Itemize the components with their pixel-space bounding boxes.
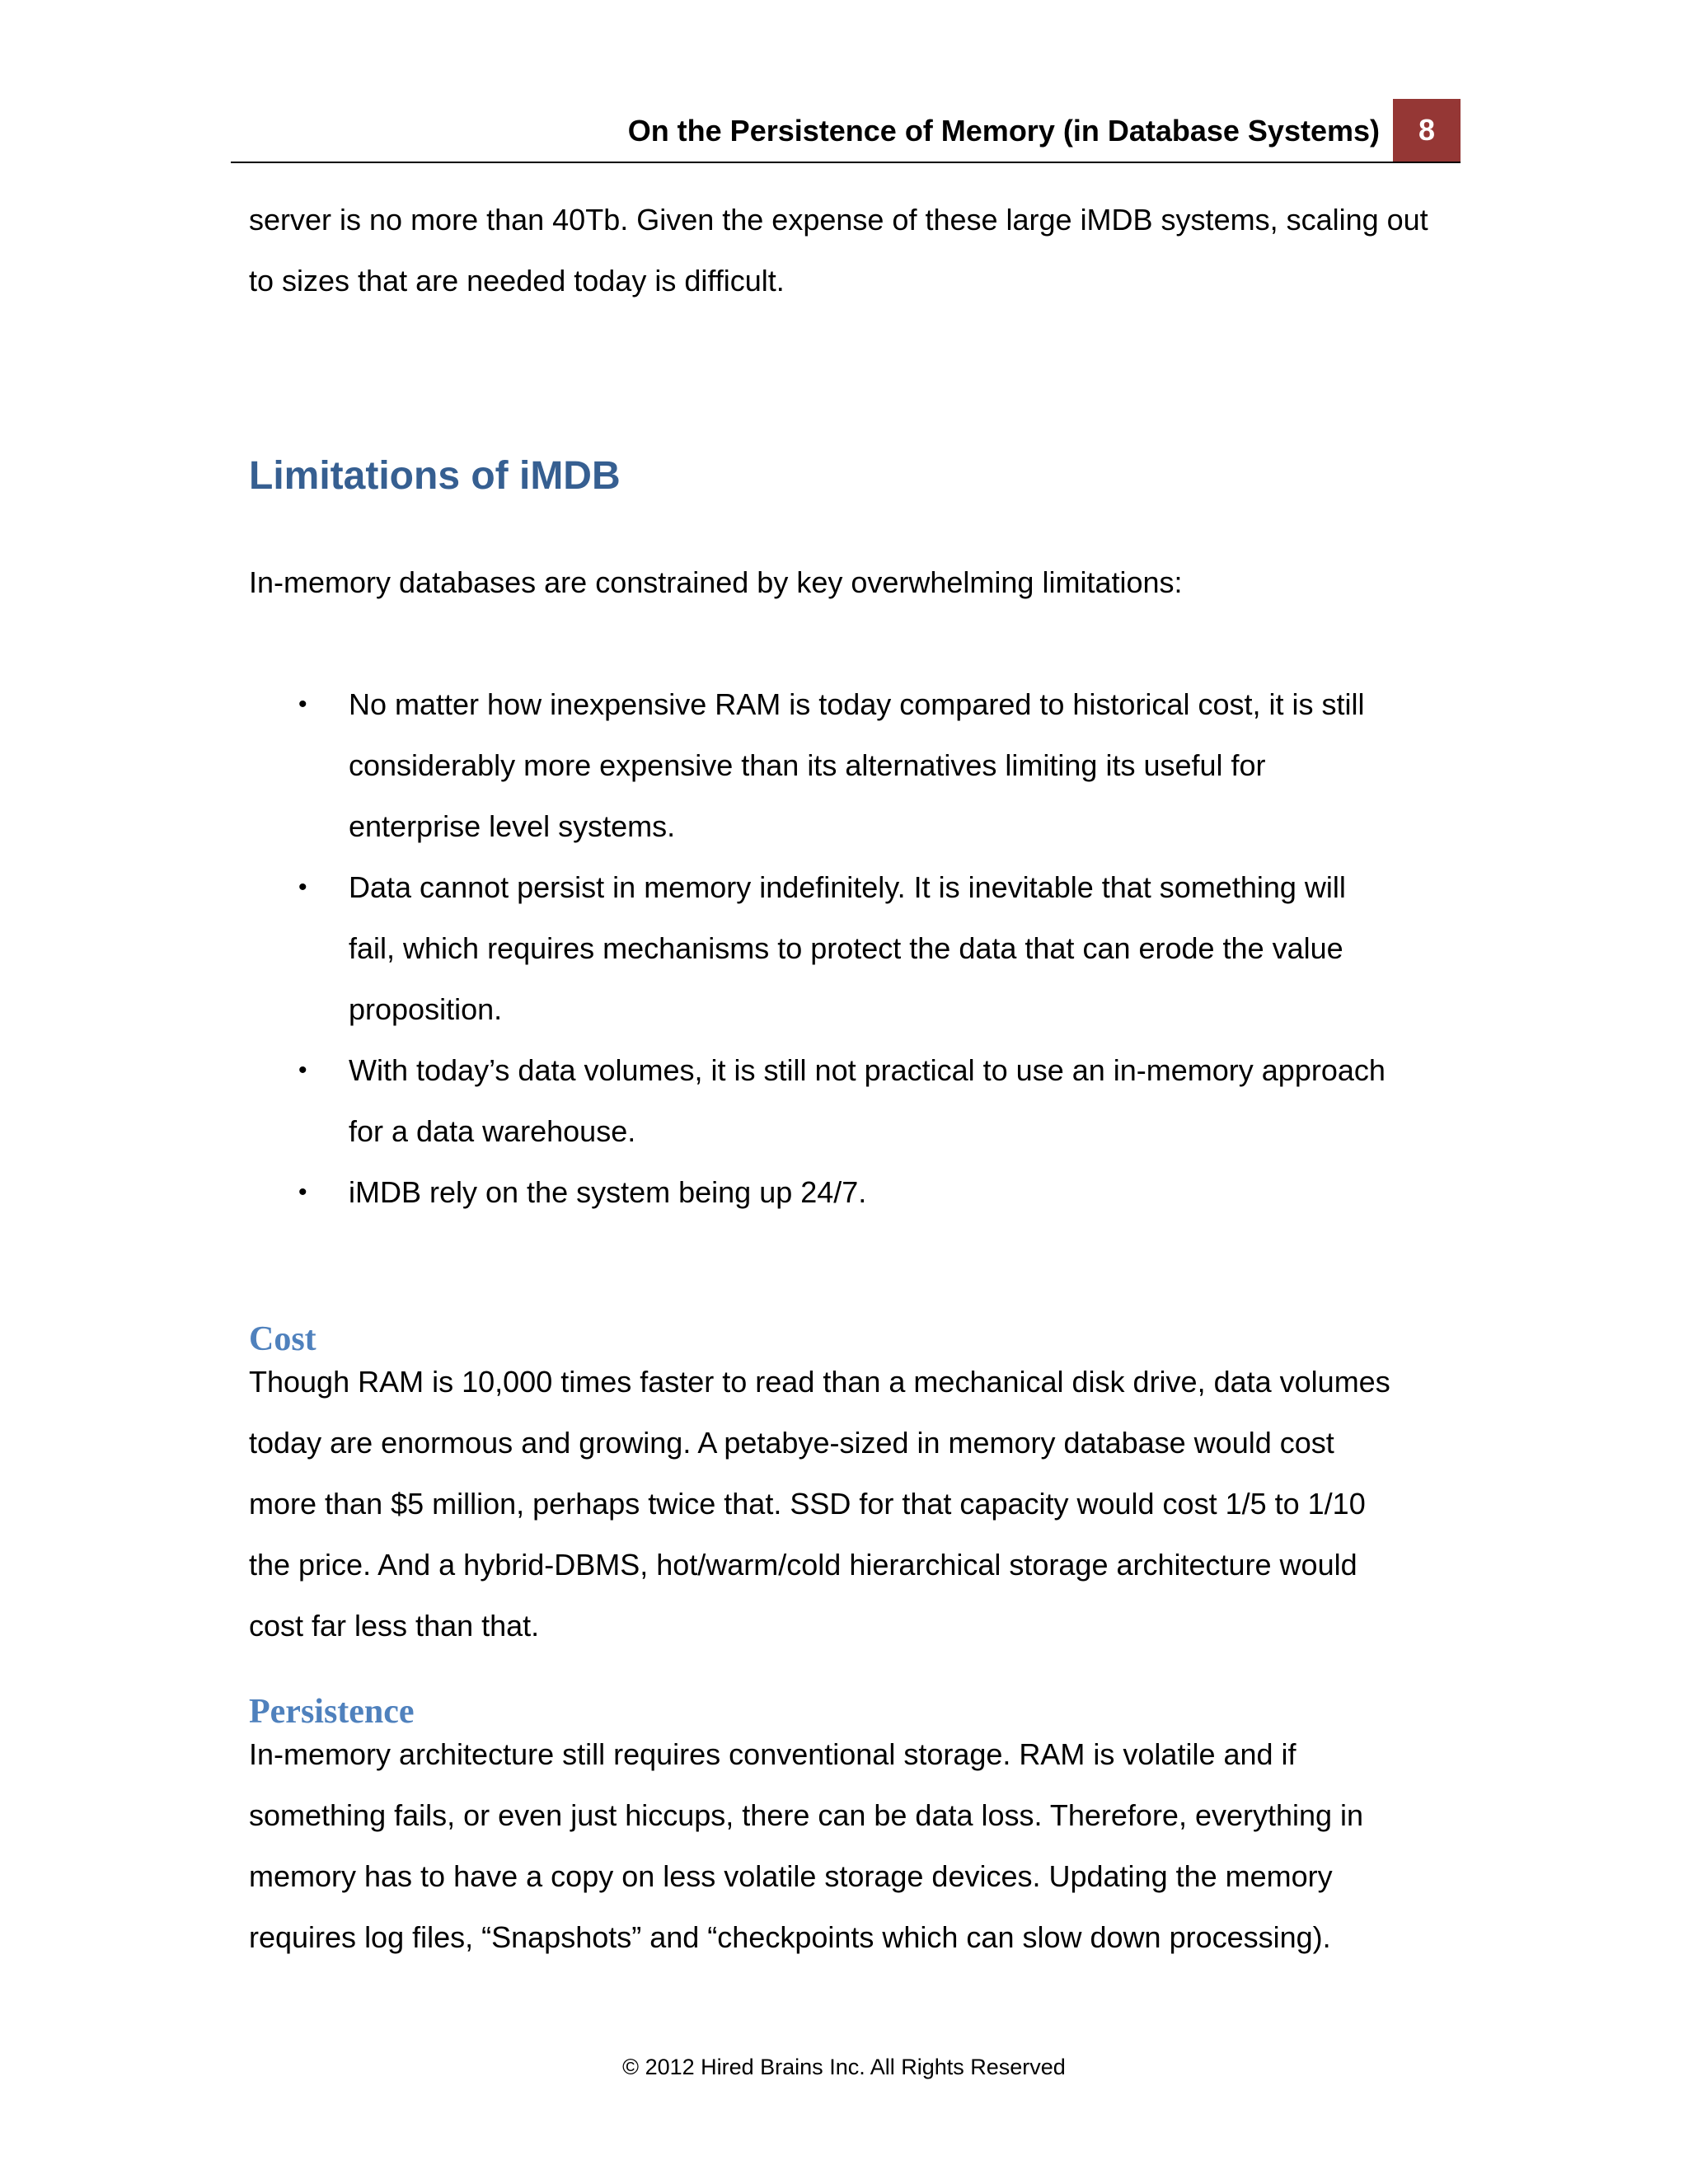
header-title: On the Persistence of Memory (in Database Systems) <box>627 114 1380 148</box>
section-heading-persistence: Persistence <box>249 1693 415 1731</box>
limitations-bullet-list <box>298 674 1452 1223</box>
cost-line: more than $5 million, perhaps twice that. SSD for that capacity would cost 1/5 to 1/10 <box>249 1487 1366 1521</box>
cost-line: Though RAM is 10,000 times faster to read than a mechanical disk drive, data volumes <box>249 1365 1390 1399</box>
list-item <box>298 674 1452 857</box>
cost-line: today are enormous and growing. A petabye-sized in memory database would cost <box>249 1426 1334 1460</box>
cost-line: cost far less than that. <box>249 1609 540 1643</box>
bullet-icon: • <box>298 1057 307 1084</box>
section-heading-limitations: Limitations of iMDB <box>249 454 621 498</box>
bullet-line: iMDB rely on the system being up 24/7. <box>349 1175 867 1209</box>
persistence-line: something fails, or even just hiccups, there can be data loss. Therefore, everything in <box>249 1798 1364 1832</box>
limitations-lead <box>249 552 1452 613</box>
cost-paragraph <box>249 1352 1452 1657</box>
page-header <box>231 99 1461 163</box>
intro-line: to sizes that are needed today is difficult. <box>249 264 785 298</box>
intro-line: server is no more than 40Tb. Given the expense of these large iMDB systems, scaling out <box>249 203 1428 237</box>
list-item <box>298 1040 1452 1162</box>
list-item <box>298 857 1452 1040</box>
page-footer: © 2012 Hired Brains Inc. All Rights Reserved <box>622 2055 1066 2079</box>
page-number: 8 <box>1393 99 1461 162</box>
section-heading-cost: Cost <box>249 1320 316 1358</box>
bullet-line: enterprise level systems. <box>349 809 676 843</box>
bullet-line: No matter how inexpensive RAM is today compared to historical cost, it is still <box>349 687 1365 721</box>
lead-line: In-memory databases are constrained by key overwhelming limitations: <box>249 565 1183 599</box>
bullet-line: With today’s data volumes, it is still not practical to use an in-memory approach <box>349 1053 1386 1087</box>
bullet-line: considerably more expensive than its alternatives limiting its useful for <box>349 748 1266 782</box>
bullet-line: for a data warehouse. <box>349 1114 636 1148</box>
list-item <box>298 1162 1452 1223</box>
bullet-line: Data cannot persist in memory indefinitely. It is inevitable that something will <box>349 870 1346 904</box>
bullet-icon: • <box>298 1179 307 1206</box>
bullet-icon: • <box>298 874 307 901</box>
intro-paragraph <box>249 190 1452 312</box>
cost-line: the price. And a hybrid-DBMS, hot/warm/cold hierarchical storage architecture would <box>249 1548 1357 1582</box>
bullet-line: fail, which requires mechanisms to protect the data that can erode the value <box>349 931 1343 965</box>
bullet-icon: • <box>298 691 307 718</box>
persistence-line: In-memory architecture still requires conventional storage. RAM is volatile and if <box>249 1737 1296 1771</box>
persistence-line: memory has to have a copy on less volatile storage devices. Updating the memory <box>249 1859 1333 1893</box>
persistence-paragraph <box>249 1724 1452 1968</box>
persistence-line: requires log files, “Snapshots” and “checkpoints which can slow down processing). <box>249 1920 1331 1954</box>
bullet-line: proposition. <box>349 992 503 1026</box>
